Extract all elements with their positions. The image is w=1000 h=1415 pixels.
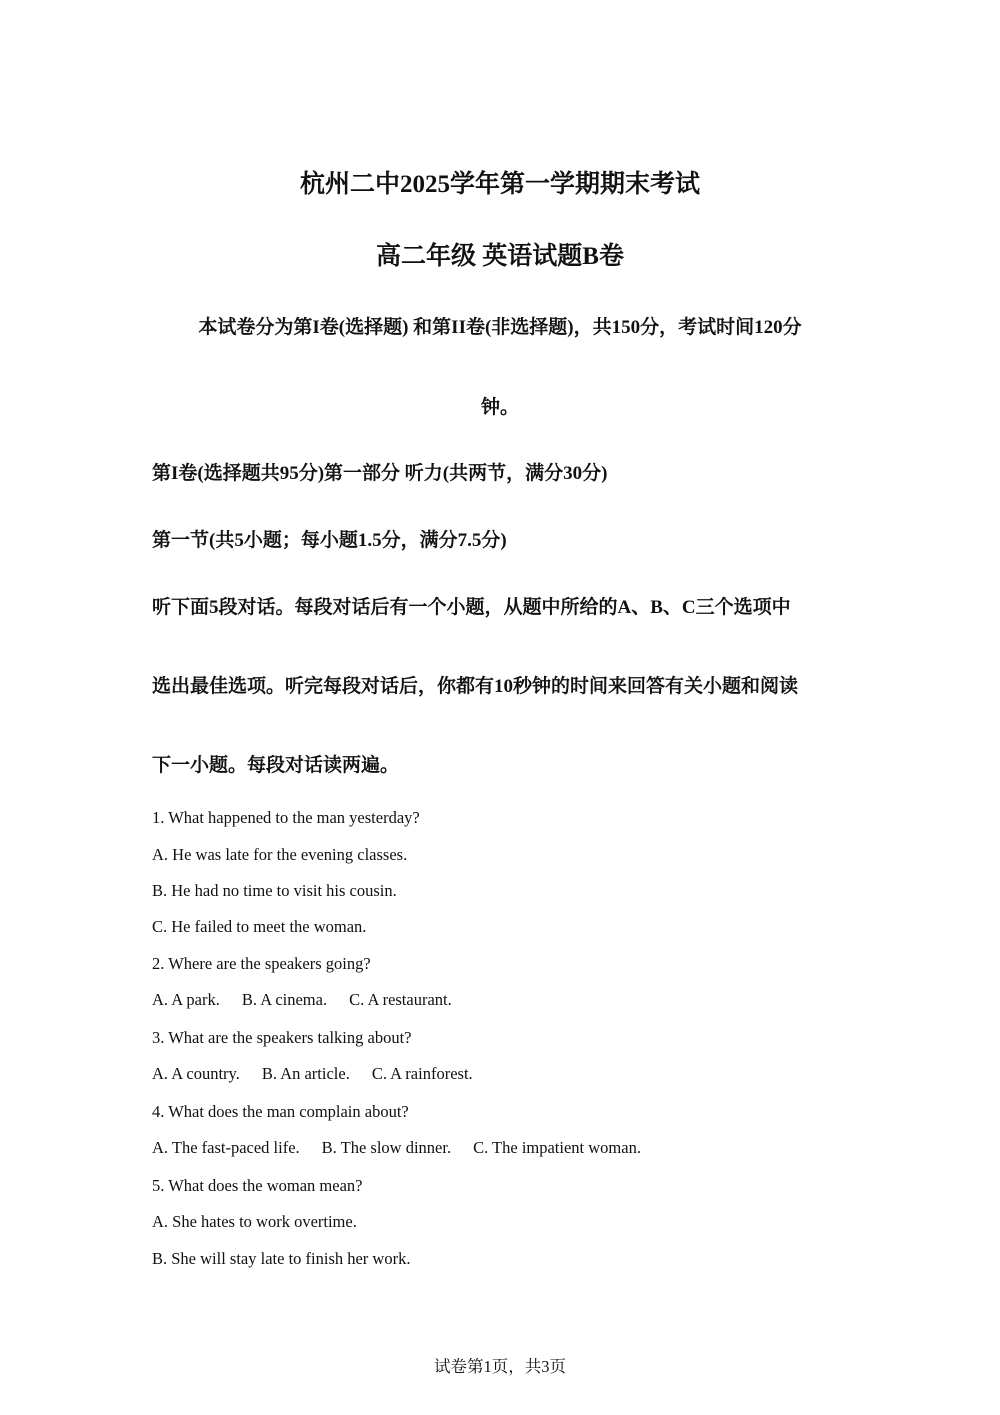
- question-3-option-b: B. An article.: [261, 1064, 350, 1083]
- question-2-options: [152, 990, 852, 1010]
- exam-title: 杭州二中2025学年第一学期期末考试: [299, 171, 700, 198]
- question-1-option-c: C. He failed to meet the woman.: [152, 917, 367, 936]
- intro-line-1: 本试卷分为第I卷(选择题) 和第II卷(非选择题)，共150分，考试时间120分: [198, 317, 802, 338]
- question-2-option-b: B. A cinema.: [241, 990, 328, 1009]
- intro-line-2: 钟。: [480, 397, 519, 418]
- question-3: 3. What are the speakers talking about?: [152, 1028, 412, 1047]
- exam-subtitle: 高二年级 英语试题B卷: [376, 243, 624, 270]
- question-4-option-c: C. The impatient woman.: [473, 1138, 641, 1157]
- page-footer: 试卷第1页，共3页: [434, 1357, 566, 1376]
- question-3-options: [152, 1064, 852, 1084]
- instruction-line-2: 选出最佳选项。听完每段对话后，你都有10秒钟的时间来回答有关小题和阅读: [152, 676, 799, 697]
- question-5: 5. What does the woman mean?: [152, 1176, 363, 1195]
- question-1-option-b: B. He had no time to visit his cousin.: [152, 881, 397, 900]
- part-heading: 第I卷(选择题共95分)第一部分 听力(共两节，满分30分): [152, 463, 608, 484]
- question-1: 1. What happened to the man yesterday?: [152, 808, 420, 827]
- question-2-option-a: A. A park.: [152, 990, 220, 1009]
- section-heading: 第一节(共5小题；每小题1.5分，满分7.5分): [152, 530, 507, 551]
- question-4-option-b: B. The slow dinner.: [321, 1138, 452, 1157]
- question-4: 4. What does the man complain about?: [152, 1102, 409, 1121]
- question-3-option-a: A. A country.: [152, 1064, 240, 1083]
- question-4-options: [152, 1138, 852, 1158]
- question-1-option-a: A. He was late for the evening classes.: [152, 845, 408, 864]
- instruction-line-3: 下一小题。每段对话读两遍。: [152, 755, 400, 776]
- question-5-option-b: B. She will stay late to finish her work.: [152, 1249, 411, 1268]
- question-5-option-a: A. She hates to work overtime.: [152, 1212, 357, 1231]
- question-3-option-c: C. A rainforest.: [371, 1064, 473, 1083]
- question-2-option-c: C. A restaurant.: [349, 990, 452, 1009]
- instruction-line-1: 听下面5段对话。每段对话后有一个小题，从题中所给的A、B、C三个选项中: [152, 597, 791, 618]
- question-2: 2. Where are the speakers going?: [152, 954, 371, 973]
- question-4-option-a: A. The fast-paced life.: [152, 1138, 300, 1157]
